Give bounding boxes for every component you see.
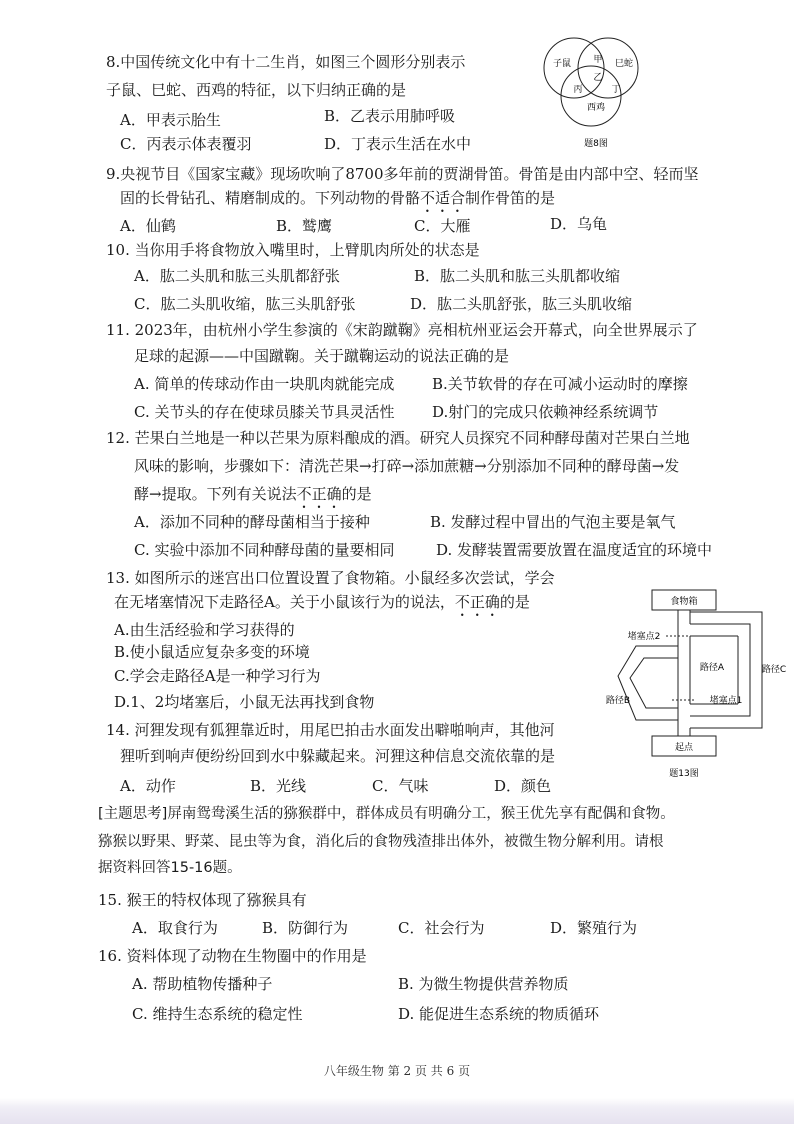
q9-option-b: B．鹫鹰 xyxy=(276,217,333,235)
q12-stem-line2: 风味的影响，步骤如下：清洗芒果→打碎→添加蔗糖→分别添加不同种的酵母菌→发 xyxy=(134,457,680,475)
maze-start: 起点 xyxy=(674,743,694,753)
q12-stem-part1: 酵→提取。下列有关说法 xyxy=(134,485,297,503)
q11-option-b: B.关节软骨的存在可减小运动时的摩擦 xyxy=(432,375,688,393)
q10-option-a: A．肱二头肌和肱三头肌都舒张 xyxy=(134,267,340,285)
venn-label-rooster: 西鸡 xyxy=(586,103,606,113)
q12-stem-emphasis: 不正确 xyxy=(296,485,342,503)
q9-stem-part1: 固的长骨钻孔、精磨制成的。下列动物的骨骼 xyxy=(120,189,421,207)
q11-option-c: C. 关节头的存在使球员膝关节具灵活性 xyxy=(134,403,395,421)
q9-option-c: C．大雁 xyxy=(414,217,471,235)
q11-option-d: D.射门的完成只依赖神经系统调节 xyxy=(432,403,659,421)
q8-venn-diagram xyxy=(536,30,646,152)
maze-food-box: 食物箱 xyxy=(670,597,698,607)
q15-stem: 15. 猴王的特权体现了猕猴具有 xyxy=(98,891,307,909)
q11-stem-line2: 足球的起源——中国蹴鞠。关于蹴鞠运动的说法正确的是 xyxy=(134,347,510,365)
q13-maze-diagram xyxy=(596,586,790,782)
venn-label-rat: 子鼠 xyxy=(552,59,572,69)
q13-stem-emphasis: 不正确 xyxy=(454,593,500,611)
q10-option-c: C．肱二头肌收缩，肱三头肌舒张 xyxy=(134,295,356,313)
q11-option-a: A. 简单的传球动作由一块肌肉就能完成 xyxy=(134,375,395,393)
page-footer: 八年级生物 第 2 页 共 6 页 xyxy=(323,1064,471,1078)
q9-stem-line2 xyxy=(120,188,555,216)
q11-stem-line1: 11. 2023年，由杭州小学生参演的《宋韵蹴鞠》亮相杭州亚运会开幕式，向全世界展示了 xyxy=(106,321,698,339)
q16-option-a: A. 帮助植物传播种子 xyxy=(132,975,273,993)
venn-label-bing: 丙 xyxy=(573,85,583,95)
q15-option-d: D．繁殖行为 xyxy=(550,919,638,937)
q8-option-c: C．丙表示体表覆羽 xyxy=(120,135,252,153)
q14-option-b: B．光线 xyxy=(250,777,307,795)
q10-stem: 10. 当你用手将食物放入嘴里时，上臂肌肉所处的状态是 xyxy=(106,241,480,259)
q12-option-c: C. 实验中添加不同种酵母菌的量要相同 xyxy=(134,541,395,559)
q15-option-c: C．社会行为 xyxy=(398,919,485,937)
q9-stem-line1: 9.央视节目《国家宝藏》现场吹响了8700多年前的贾湖骨笛。骨笛是由内部中空、轻而坚 xyxy=(106,165,699,183)
q16-option-b: B. 为微生物提供营养物质 xyxy=(398,975,569,993)
venn-caption: 题8图 xyxy=(584,139,608,149)
maze-block-2: 堵塞点2 xyxy=(627,632,661,642)
q10-option-b: B．肱二头肌和肱三头肌都收缩 xyxy=(414,267,621,285)
maze-path-b: 路径B xyxy=(605,696,631,706)
venn-label-ding: 丁 xyxy=(611,85,621,95)
q13-option-a: A.由生活经验和学习获得的 xyxy=(114,621,295,639)
q14-option-c: C．气味 xyxy=(372,777,429,795)
q12-option-d: D. 发酵装置需要放置在温度适宜的环境中 xyxy=(436,541,713,559)
maze-caption: 题13图 xyxy=(669,769,699,779)
q14-option-d: D．颜色 xyxy=(494,777,552,795)
q8-option-d: D．丁表示生活在水中 xyxy=(324,135,472,153)
q9-option-d: D．乌龟 xyxy=(550,215,608,233)
maze-path-a: 路径A xyxy=(699,663,725,673)
q14-stem-line1: 14. 河狸发现有狐狸靠近时，用尾巴拍击水面发出噼啪响声，其他河 xyxy=(106,721,555,739)
venn-label-yi: 乙 xyxy=(593,73,603,83)
q8-stem-line2: 子鼠、巳蛇、西鸡的特征，以下归纳正确的是 xyxy=(106,81,407,99)
q12-option-b: B. 发酵过程中冒出的气泡主要是氧气 xyxy=(430,513,676,531)
q8-option-b: B．乙表示用肺呼吸 xyxy=(324,107,456,125)
q12-option-a: A．添加不同种的酵母菌相当于接种 xyxy=(134,513,370,531)
venn-label-snake: 巳蛇 xyxy=(614,59,634,69)
venn-label-jia: 甲 xyxy=(593,55,603,65)
q13-stem-part2: 的是 xyxy=(499,593,530,611)
q9-stem-emphasis: 不适合 xyxy=(420,189,466,207)
q16-stem: 16. 资料体现了动物在生物圈中的作用是 xyxy=(98,947,367,965)
topic-line3: 据资料回答15-16题。 xyxy=(98,860,242,876)
q16-option-c: C. 维持生态系统的稳定性 xyxy=(132,1005,303,1023)
q16-option-d: D. 能促进生态系统的物质循环 xyxy=(398,1005,600,1023)
q12-stem-part2: 的是 xyxy=(341,485,372,503)
maze-path-c: 路径C xyxy=(761,665,787,675)
q14-stem-line2: 狸听到响声便纷纷回到水中躲藏起来。河狸这种信息交流依靠的是 xyxy=(120,747,556,765)
topic-line2: 猕猴以野果、野菜、昆虫等为食，消化后的食物残渣排出体外，被微生物分解利用。请根 xyxy=(98,834,664,850)
q8-stem-line1: 8.中国传统文化中有十二生肖，如图三个圆形分别表示 xyxy=(106,53,466,71)
q13-stem-line1: 13. 如图所示的迷宫出口位置设置了食物箱。小鼠经多次尝试，学会 xyxy=(106,569,555,587)
q15-option-a: A．取食行为 xyxy=(132,919,218,937)
q12-stem-line3 xyxy=(134,484,372,512)
q13-option-d: D.1、2均堵塞后，小鼠无法再找到食物 xyxy=(114,693,375,711)
q12-stem-line1: 12. 芒果白兰地是一种以芒果为原料酿成的酒。研究人员探究不同种酵母菌对芒果白兰地 xyxy=(106,429,690,447)
q15-option-b: B．防御行为 xyxy=(262,919,349,937)
q14-option-a: A．动作 xyxy=(120,777,176,795)
scan-edge xyxy=(0,1098,794,1124)
topic-line1: [主题思考]屏南鸳鸯溪生活的猕猴群中，群体成员有明确分工，猴王优先享有配偶和食物。 xyxy=(98,806,675,822)
q10-option-d: D．肱二头肌舒张，肱三头肌收缩 xyxy=(410,295,633,313)
q13-stem-part1: 在无堵塞情况下走路径A。关于小鼠该行为的说法， xyxy=(114,593,455,611)
q13-stem-line2 xyxy=(114,592,530,620)
q9-option-a: A．仙鹤 xyxy=(120,217,176,235)
maze-block-1: 堵塞点1 xyxy=(709,696,743,706)
q9-stem-part2: 制作骨笛的是 xyxy=(465,189,556,207)
q8-option-a: A．甲表示胎生 xyxy=(120,111,221,129)
q13-option-c: C.学会走路径A是一种学习行为 xyxy=(114,667,321,685)
q13-option-b: B.使小鼠适应复杂多变的环境 xyxy=(114,643,310,661)
